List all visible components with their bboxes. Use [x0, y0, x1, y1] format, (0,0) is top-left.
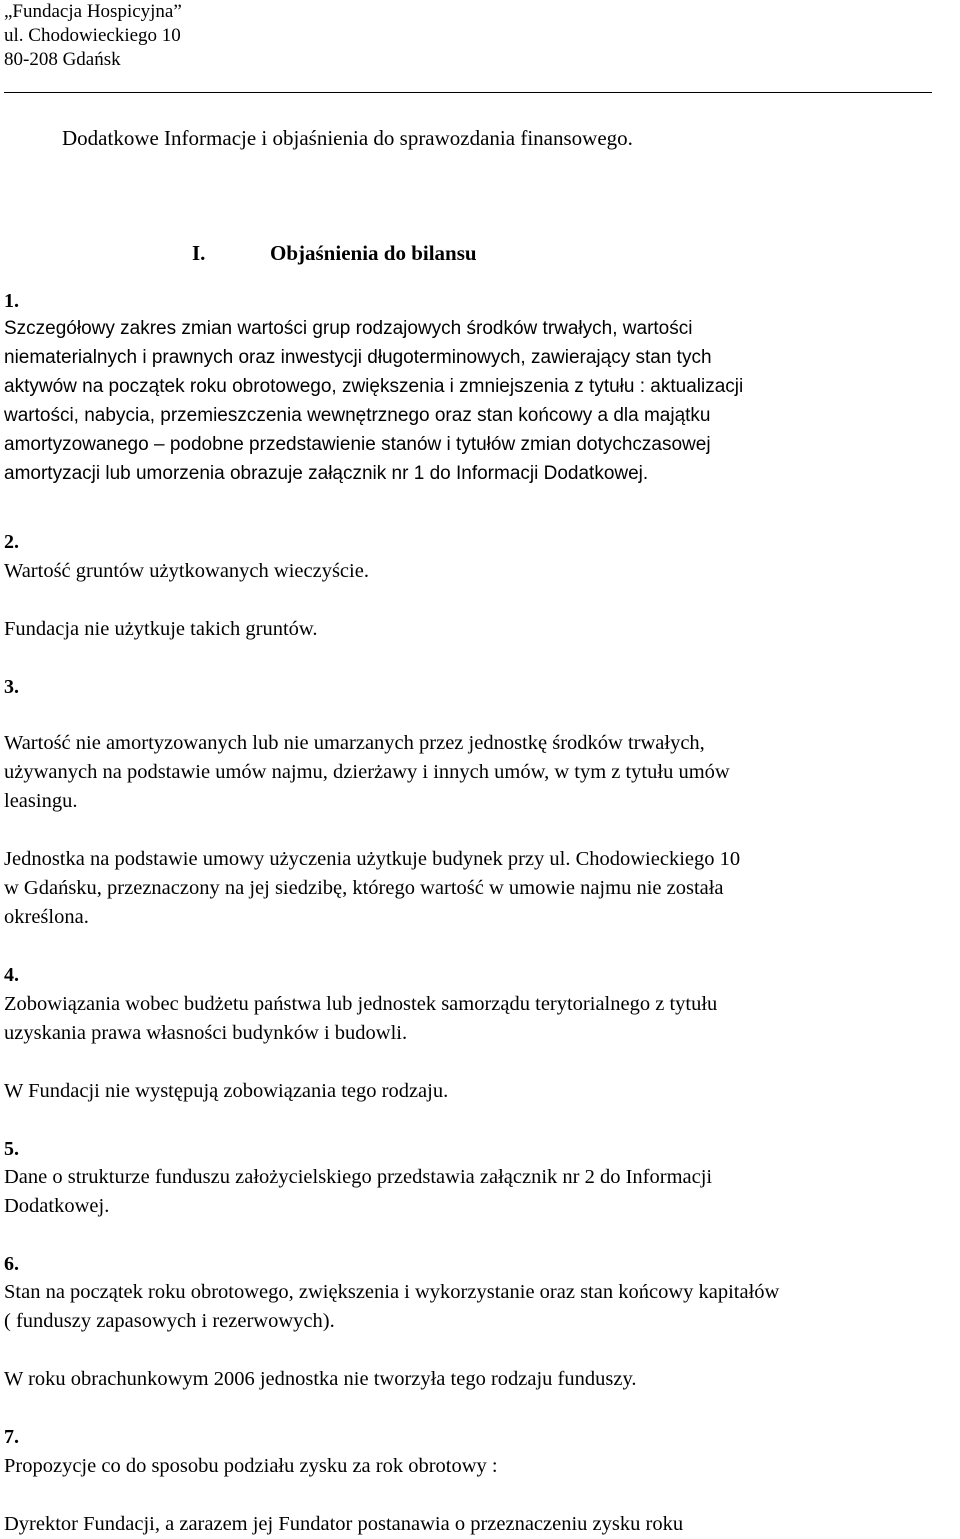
item-4-answer — [4, 1077, 960, 1106]
text-line: Dane o strukturze funduszu założycielskiego przedstawia załącznik nr 2 do Informacji — [4, 1166, 713, 1188]
text-line: w Gdańsku, przeznaczony na jej siedzibę, którego wartość w umowie najmu nie została — [4, 877, 724, 899]
text-line: wartości, nabycia, przemieszczenia wewnętrznego oraz stan końcowy a dla majątku — [4, 405, 711, 426]
text-line: Fundacja nie użytkuje takich gruntów. — [4, 618, 318, 640]
text-line: Propozycje co do sposobu podziału zysku za rok obrotowy : — [4, 1455, 498, 1477]
item-number: 4. — [4, 964, 19, 986]
document-title: Dodatkowe Informacje i objaśnienia do sprawozdania finansowego. — [62, 126, 633, 150]
item-5-paragraph — [4, 1163, 960, 1221]
address-line-organization: „Fundacja Hospicyjna” — [4, 1, 182, 22]
item-number: 5. — [4, 1138, 19, 1160]
item-7-answer — [4, 1510, 960, 1539]
text-line: Jednostka na podstawie umowy użyczenia użytkuje budynek przy ul. Chodowieckiego 10 — [4, 848, 741, 870]
text-line: Dyrektor Fundacji, a zarazem jej Fundator postanawia o przeznaczeniu zysku roku — [4, 1513, 684, 1535]
address-line-street: ul. Chodowieckiego 10 — [4, 25, 181, 46]
text-line: niematerialnych i prawnych oraz inwestycji długoterminowych, zawierający stan tych — [4, 347, 712, 368]
text-line: Szczegółowy zakres zmian wartości grup rodzajowych środków trwałych, wartości — [4, 318, 693, 339]
text-line: leasingu. — [4, 790, 78, 812]
item-number: 6. — [4, 1253, 19, 1275]
header-divider — [4, 92, 932, 93]
item-number: 2. — [4, 531, 19, 553]
text-line: W Fundacji nie występują zobowiązania tego rodzaju. — [4, 1080, 449, 1102]
item-1-paragraph — [4, 314, 960, 488]
item-number: 7. — [4, 1426, 19, 1448]
text-line: uzyskania prawa własności budynków i budowli. — [4, 1022, 408, 1044]
text-line: aktywów na początek roku obrotowego, zwiększenia i zmniejszenia z tytułu : aktualizacji — [4, 376, 744, 397]
item-4-paragraph — [4, 990, 960, 1048]
text-line: Wartość gruntów użytkowanych wieczyście. — [4, 560, 369, 582]
sender-address — [4, 0, 182, 72]
text-line: Wartość nie amortyzowanych lub nie umarzanych przez jednostkę środków trwałych, — [4, 732, 705, 754]
text-line: używanych na podstawie umów najmu, dzierżawy i innych umów, w tym z tytułu umów — [4, 761, 730, 783]
text-line: Stan na początek roku obrotowego, zwiększenia i wykorzystanie oraz stan końcowy kapitałów — [4, 1281, 780, 1303]
text-line: Dodatkowej. — [4, 1195, 110, 1217]
text-line: ( funduszy zapasowych i rezerwowych). — [4, 1310, 335, 1332]
item-3-answer — [4, 845, 960, 932]
item-6-answer — [4, 1365, 960, 1394]
section-number: I. — [192, 241, 206, 265]
text-line: określona. — [4, 906, 89, 928]
address-line-city: 80-208 Gdańsk — [4, 49, 121, 70]
text-line: amortyzowanego – podobne przedstawienie stanów i tytułów zmian dotychczasowej — [4, 434, 711, 455]
item-6-paragraph — [4, 1278, 960, 1336]
item-7-paragraph — [4, 1452, 960, 1481]
text-line: Zobowiązania wobec budżetu państwa lub jednostek samorządu terytorialnego z tytułu — [4, 993, 718, 1015]
item-2-paragraph — [4, 557, 960, 586]
item-number: 3. — [4, 676, 19, 698]
text-line: amortyzacji lub umorzenia obrazuje załącznik nr 1 do Informacji Dodatkowej. — [4, 463, 649, 484]
item-number: 1. — [4, 290, 19, 312]
section-title: Objaśnienia do bilansu — [270, 241, 477, 265]
item-3-paragraph — [4, 729, 960, 816]
text-line: W roku obrachunkowym 2006 jednostka nie tworzyła tego rodzaju funduszy. — [4, 1368, 637, 1390]
item-2-answer — [4, 615, 960, 644]
